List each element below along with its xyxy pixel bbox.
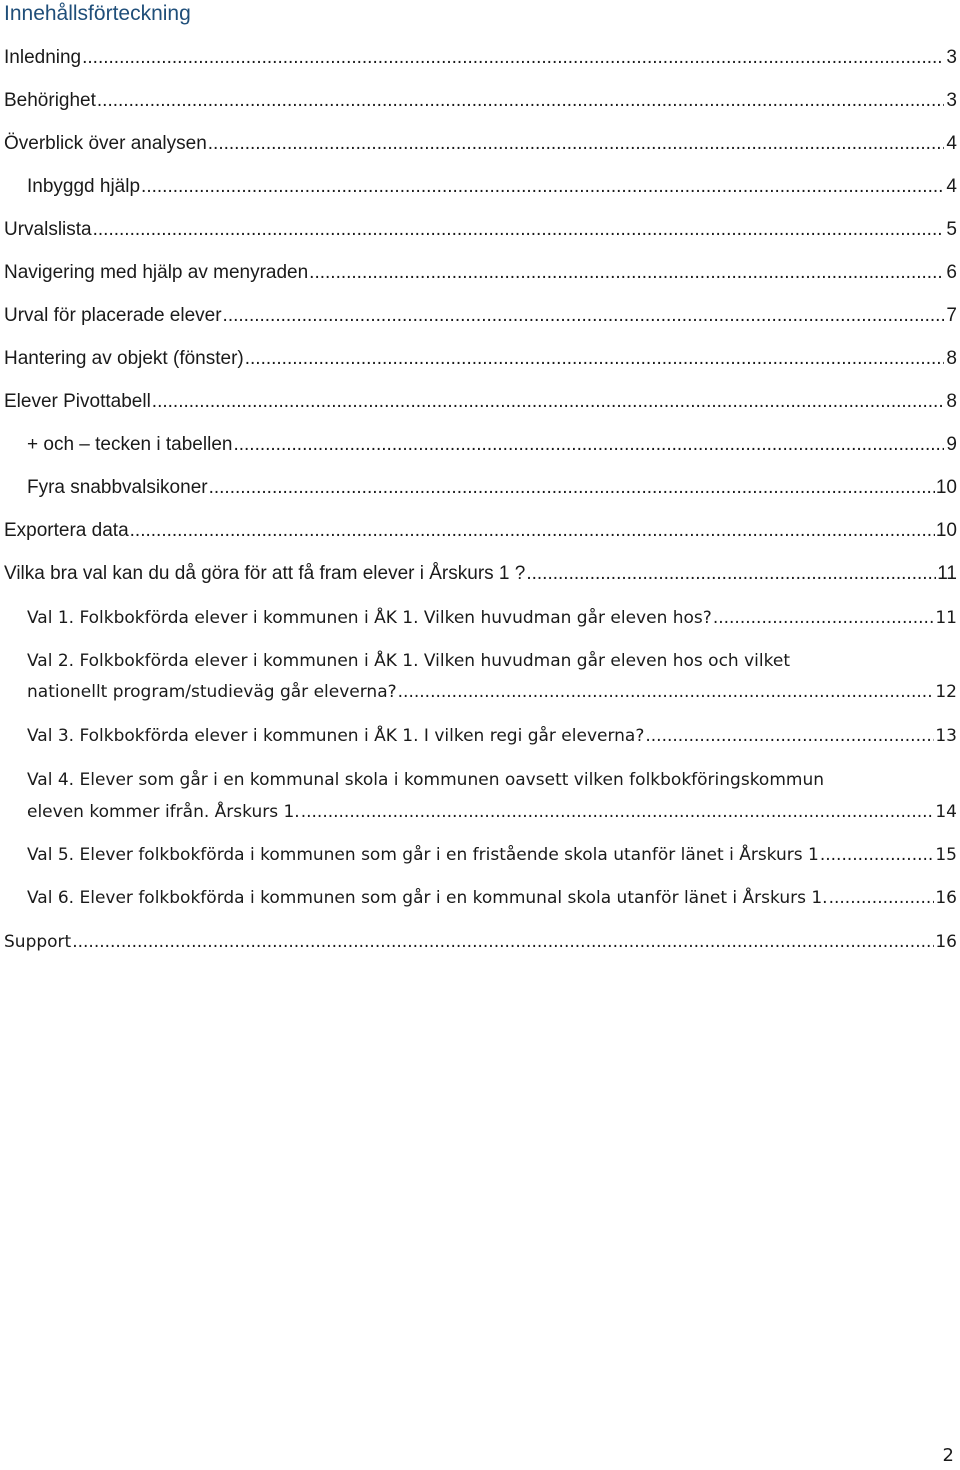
dot-leader [526,559,936,589]
toc-entry-behorighet[interactable] [4,86,960,116]
dot-leader [209,473,935,503]
toc-entry-inledning[interactable] [4,43,960,73]
toc-entry-page: 10 [935,477,957,498]
toc-entry-val-4[interactable] [27,797,960,827]
toc-entry-title: eleven kommer ifrån. Årskurs 1. [27,802,300,822]
dot-leader [398,677,935,707]
toc-entry-title: Exportera data [4,520,129,541]
toc-entry-val-1[interactable] [27,603,960,633]
toc-entry-val-5[interactable] [27,840,960,870]
dot-leader [141,172,944,202]
toc-entry-title: Val 1. Folkbokförda elever i kommunen i ÅK 1. Vilken huvudman går eleven hos? [27,608,712,628]
toc-entry-title: Inledning [4,47,82,68]
toc-entry-title: Urvalslista [4,219,92,240]
toc-entry-inbyggd-hjalp[interactable] [27,172,960,202]
toc-entry-page: 9 [946,434,957,455]
toc-entry-plus-minus[interactable] [27,430,960,460]
dot-leader [72,927,934,957]
toc-entry-page: 4 [946,176,957,197]
toc-entry-val-3[interactable] [27,721,960,751]
dot-leader [829,883,935,913]
dot-leader [208,129,944,159]
toc-entry-title: Val 3. Folkbokförda elever i kommunen i ÅK 1. I vilken regi går eleverna? [27,726,645,746]
toc-entry-exportera[interactable] [4,516,960,546]
toc-entry-val-2[interactable] [27,677,960,707]
toc-heading: Innehållsförteckning [4,2,191,25]
dot-leader [233,430,944,460]
toc-entry-title: Vilka bra val kan du då göra för att få fram elever i Årskurs 1 ? [4,563,526,584]
toc-entry-page: 15 [935,845,957,865]
toc-entry-navigering[interactable] [4,258,960,288]
dot-leader [820,840,935,870]
toc-entry-page: 10 [935,520,957,541]
dot-leader [152,387,944,417]
toc-entry-page: 14 [935,802,957,822]
toc-entry-page: 12 [935,682,957,702]
toc-entry-page: 6 [946,262,957,283]
toc-entry-title: Hantering av objekt (fönster) [4,348,244,369]
toc-entry-title: Överblick över analysen [4,133,207,154]
toc-entry-page: 11 [935,608,957,628]
toc-entry-page: 3 [946,90,957,111]
toc-entry-overblick[interactable] [4,129,960,159]
toc-entry-page: 7 [946,305,957,326]
dot-leader [223,301,944,331]
toc-entry-page: 16 [935,932,957,952]
toc-entry-elever-pivottabell[interactable] [4,387,960,417]
toc-entry-title: Val 5. Elever folkbokförda i kommunen som går i en fristående skola utanför länet i Årskurs 1 [27,845,819,865]
toc-entry-page: 8 [946,348,957,369]
dot-leader [309,258,944,288]
dot-leader [97,86,944,116]
toc-entry-val-2-line1[interactable]: Val 2. Folkbokförda elever i kommunen i ÅK 1. Vilken huvudman går eleven hos och vilket [27,651,790,671]
toc-entry-urvalslista[interactable] [4,215,960,245]
dot-leader [713,603,935,633]
toc-entry-page: 16 [935,888,957,908]
toc-entry-urval-placerade[interactable] [4,301,960,331]
toc-entry-page: 8 [946,391,957,412]
dot-leader [245,344,944,374]
toc-entry-title: Support [4,932,72,952]
toc-entry-val-4-line1[interactable]: Val 4. Elever som går i en kommunal skola i kommunen oavsett vilken folkbokföringskommun [27,770,824,790]
toc-entry-title: nationellt program/studieväg går eleverna? [27,682,397,702]
toc-entry-title: Inbyggd hjälp [27,176,141,197]
toc-entry-snabbvalsikoner[interactable] [27,473,960,503]
toc-entry-support[interactable] [4,927,960,957]
dot-leader [645,721,934,751]
toc-entry-vilka-bra-val[interactable] [4,559,960,589]
toc-entry-val-6[interactable] [27,883,960,913]
toc-entry-title: Val 6. Elever folkbokförda i kommunen som går i en kommunal skola utanför länet i Årskurs 1. [27,888,828,908]
toc-entry-page: 11 [937,563,957,584]
toc-entry-page: 13 [935,726,957,746]
dot-leader [93,215,944,245]
toc-entry-hantering-objekt[interactable] [4,344,960,374]
toc-entry-title: Navigering med hjälp av menyraden [4,262,309,283]
toc-entry-page: 3 [946,47,957,68]
toc-entry-title: Elever Pivottabell [4,391,151,412]
toc-entry-title: + och – tecken i tabellen [27,434,233,455]
toc-entry-page: 4 [946,133,957,154]
dot-leader [82,43,944,73]
toc-entry-title: Fyra snabbvalsikoner [27,477,208,498]
page-number: 2 [942,1445,954,1466]
dot-leader [301,797,935,827]
toc-entry-title: Urval för placerade elever [4,305,222,326]
toc-entry-page: 5 [946,219,957,240]
dot-leader [130,516,935,546]
toc-entry-title: Behörighet [4,90,96,111]
